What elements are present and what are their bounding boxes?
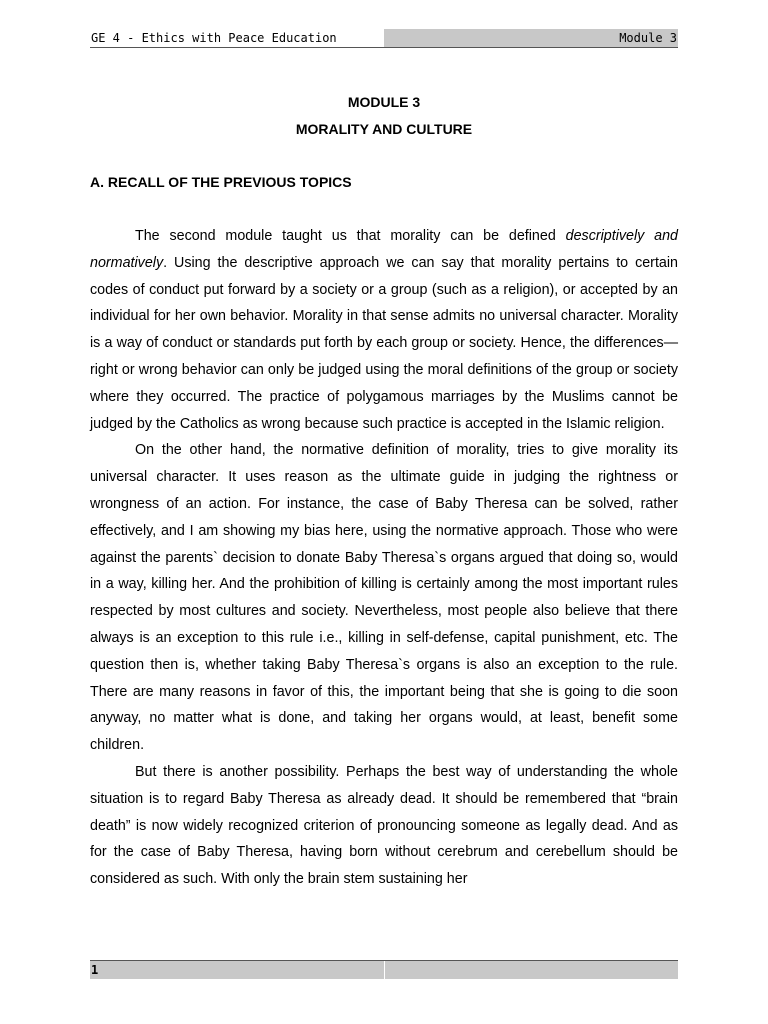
footer-right-band bbox=[385, 961, 678, 979]
paragraph-2: On the other hand, the normative definition of morality, tries to give morality its universal character. It uses reason as the ultimate guide in judging the rightness or wrongness of an action. For instance, the case of Baby Theresa can be solved, rather effectively, and I am showing my bias here, using the normative approach. Those who were against the parents` decision to donate Baby Theresa`s organs argued that doing so, would in a way, killing her. And the prohibition of killing is certainly among the most important rules respected by most cultures and society. Nevertheless, most people also believe that there always is an exception to this rule i.e., killing in self-defense, capital punishment, etc. The question then is, whether taking Baby Theresa`s organs is also an exception to the rule. There are many reasons in favor of this, the important being that she is going to die soon anyway, no matter what is done, and taking her organs would, at least, benefit some children. bbox=[90, 442, 678, 754]
page-footer bbox=[90, 960, 678, 979]
paragraph-1 bbox=[90, 223, 678, 437]
page-number: 1 bbox=[90, 961, 384, 979]
section-heading: A. RECALL OF THE PREVIOUS TOPICS bbox=[90, 174, 352, 190]
paragraph-1-emphasis: descriptively and normatively bbox=[90, 228, 678, 271]
header-module-label: Module 3 bbox=[384, 29, 678, 47]
module-subtitle: MORALITY AND CULTURE bbox=[295, 121, 473, 137]
page-header bbox=[90, 29, 678, 48]
paragraph-1-rest: . Using the descriptive approach we can say that morality pertains to certain codes of conduct put forward by a society or a group (such as a religion), or accepted by an individual for her own behavior. Morality in that sense admits no universal character. Morality is a way of conduct or standards put forth by each group or society. Hence, the differences—right or wrong behavior can only be judged using the moral definitions of the group or society where they occurred. The practice of polygamous marriages by the Muslims cannot be judged by the Catholics as wrong because such practice is accepted in the Islamic religion. bbox=[90, 254, 678, 432]
paragraph-3: But there is another possibility. Perhaps the best way of understanding the whole situation is to regard Baby Theresa as already dead. It should be remembered that “brain death” is now widely recognized criterion of pronouncing someone as legally dead. And as for the case of Baby Theresa, having born without cerebrum and cerebellum should be considered as such. With only the brain stem sustaining her bbox=[90, 763, 678, 888]
header-course-title: GE 4 - Ethics with Peace Education bbox=[90, 29, 385, 47]
module-title: MODULE 3 bbox=[347, 94, 421, 110]
paragraph-1-start: The second module taught us that morality can be defined bbox=[135, 228, 566, 244]
body-text bbox=[90, 223, 678, 893]
